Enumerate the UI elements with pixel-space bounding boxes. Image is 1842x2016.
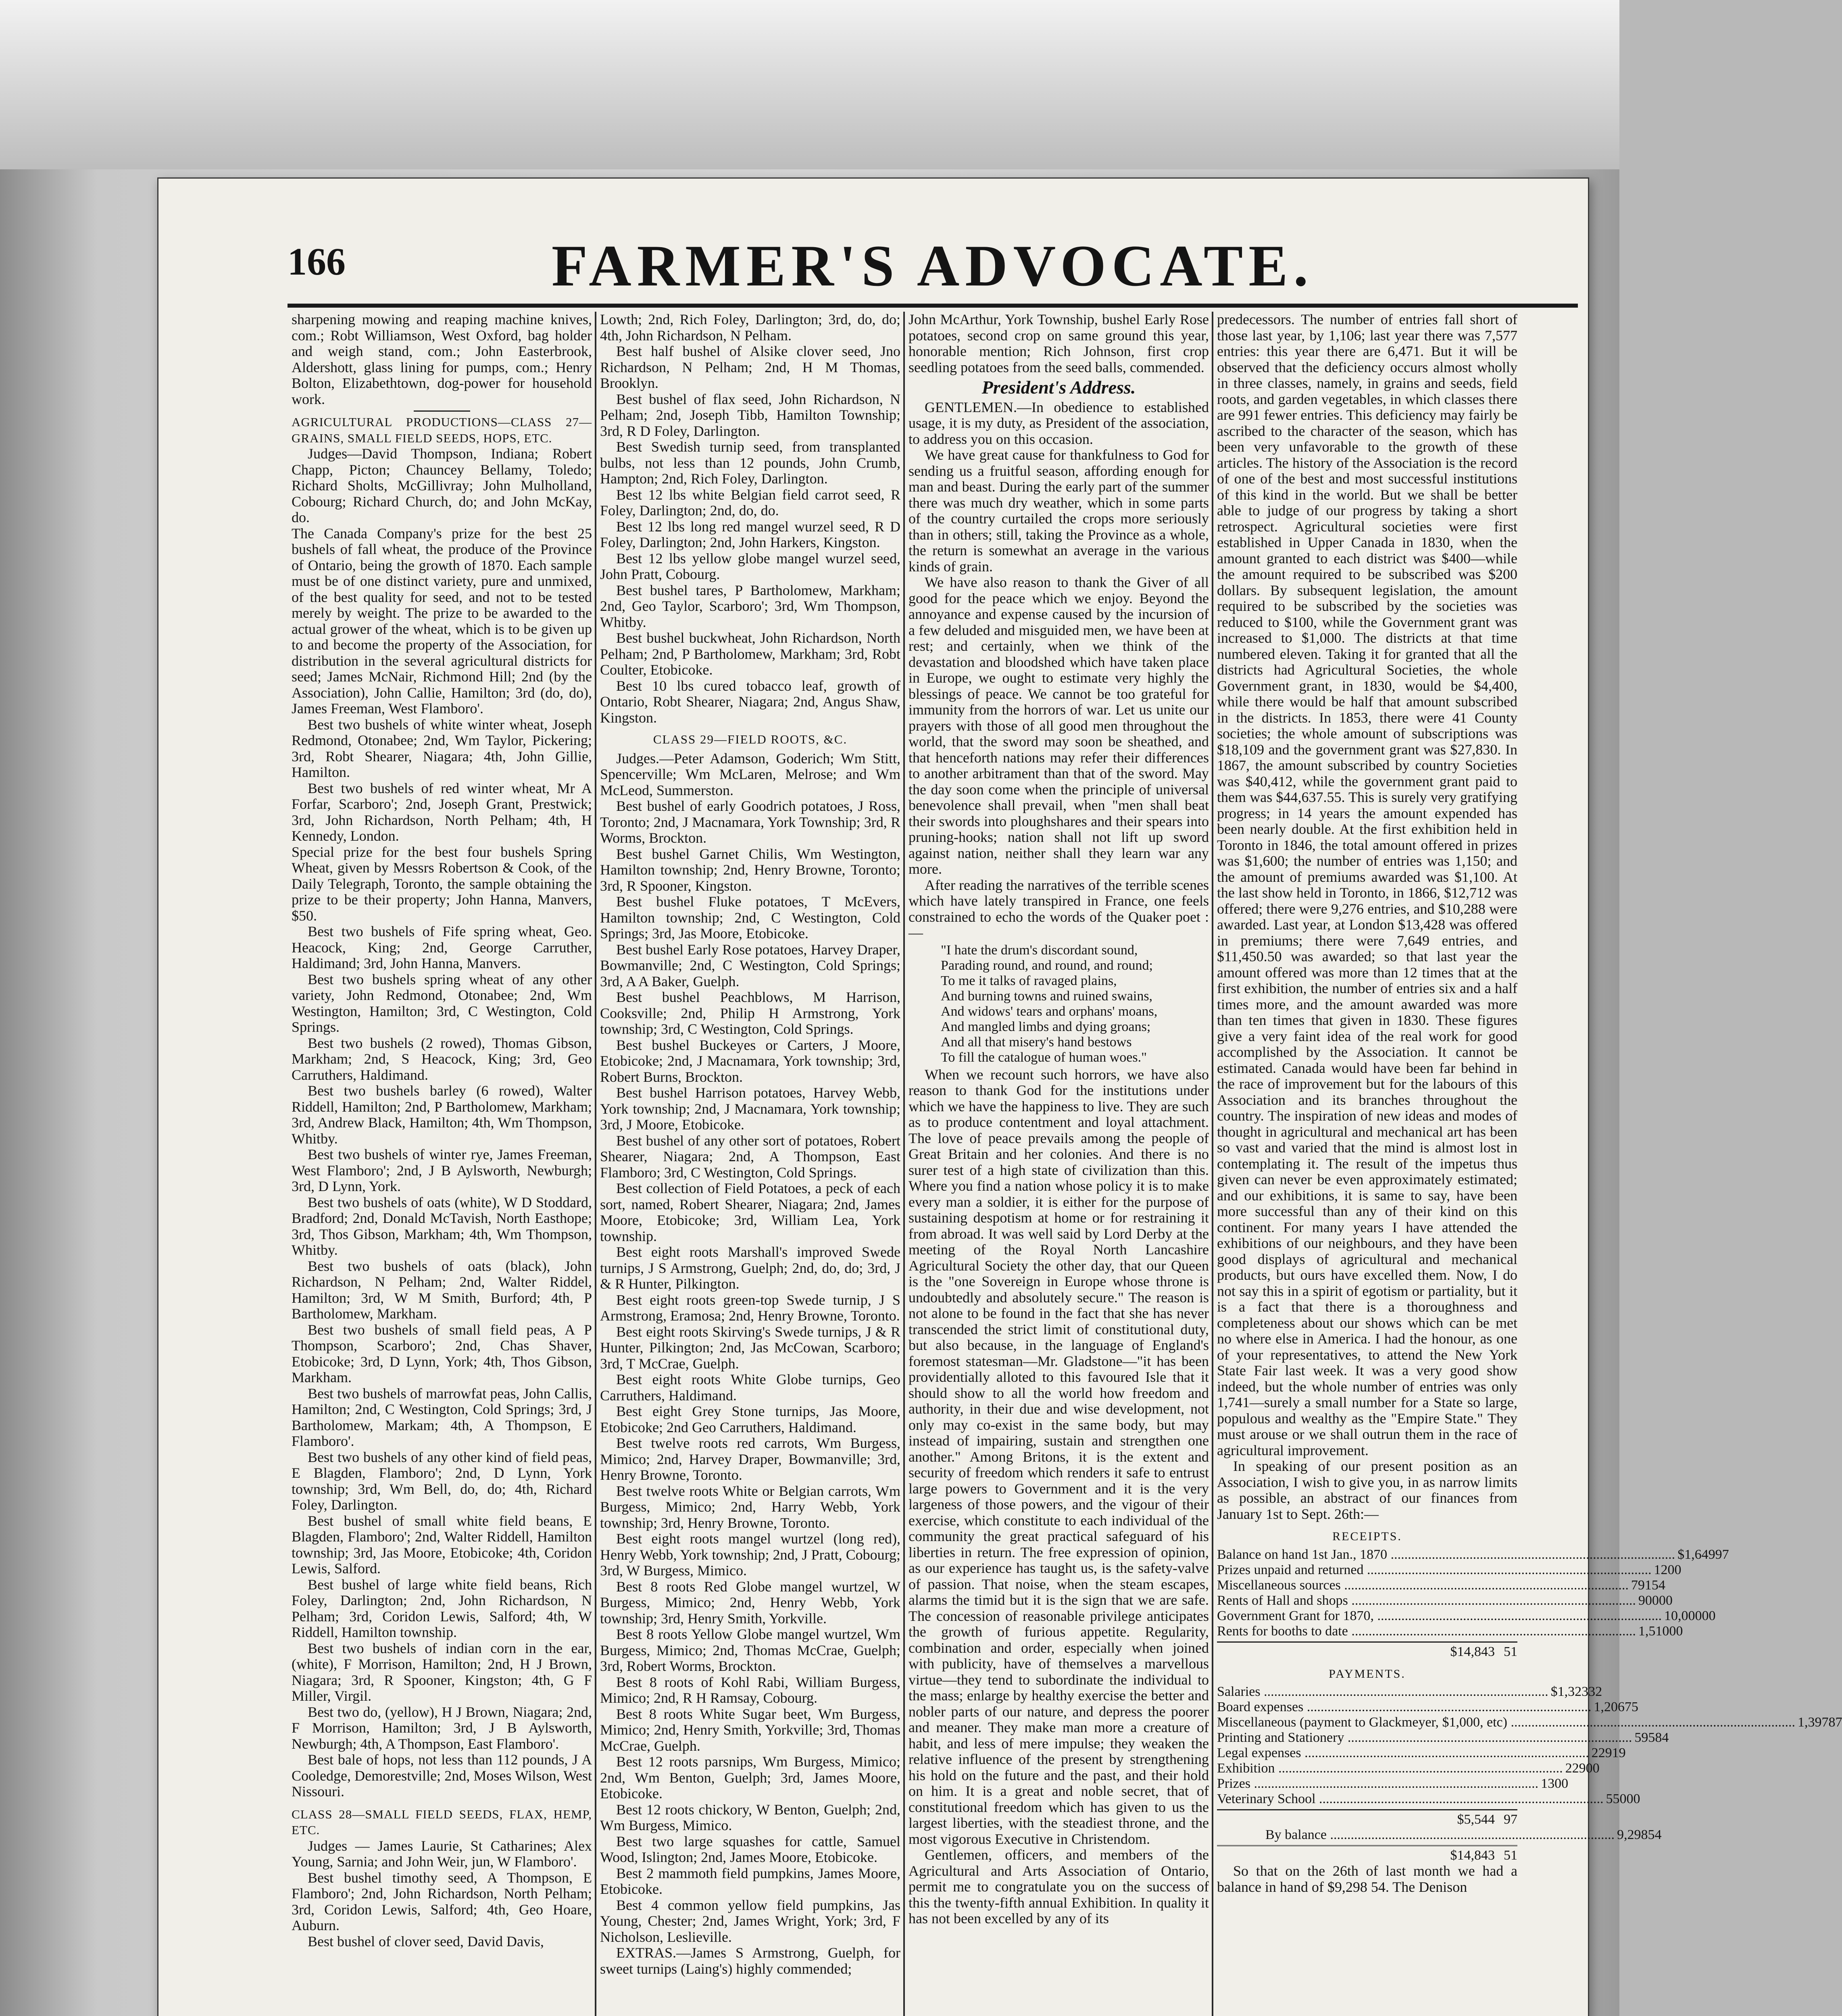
- paragraph: Best 8 roots Red Globe mangel wurtzel, W Burgess, Mimico; 2nd, Henry Webb, York township; 3rd, Henry Smith, Yorkville.: [600, 1578, 900, 1627]
- finance-label: Legal expenses .....: [1217, 1745, 1589, 1761]
- paragraph: Best 12 lbs white Belgian field carrot seed, R Foley, Darlington; 2nd, do, do.: [600, 486, 900, 519]
- paragraph: Best bushel tares, P Bartholomew, Markham; 2nd, Geo Taylor, Scarboro'; 3rd, Wm Thompson, Whitby.: [600, 582, 900, 630]
- paragraph: Best bushel of small white field beans, E Blagden, Flamboro'; 2nd, Walter Riddell, Hamilton township; 3rd, Jas Moore, Etobicoke; 4th, Coridon Lewis, Salford.: [292, 1512, 592, 1577]
- paragraph: Judges—David Thompson, Indiana; Robert Chapp, Picton; Chauncey Bellamy, Toledo; Richard Sholts, McGillivray; John Mulholland, Cobourg; Richard Church, do; and John McKay, do.: [292, 446, 592, 525]
- finance-label: Board expenses .....: [1217, 1699, 1591, 1715]
- paragraph: Best twelve roots White or Belgian carrots, Wm Burgess, Mimico; 2nd, Harry Webb, York township; 3rd, Henry Browne, Toronto.: [600, 1483, 900, 1531]
- paragraph: Best two bushels spring wheat of any other variety, John Redmond, Otonabee; 2nd, Wm Westington, Hamilton; 3rd, C Westington, Cold Springs.: [292, 971, 592, 1035]
- column-4: [1217, 311, 1842, 2016]
- finance-row: [1217, 1715, 1842, 1730]
- poem-line: And mangled limbs and dying groans;: [941, 1019, 1151, 1034]
- finance-dollars: 550: [1606, 1791, 1627, 1806]
- section-heading: AGRICULTURAL PRODUCTIONS—CLASS 27—GRAINS, SMALL FIELD SEEDS, HOPS, ETC.: [292, 415, 592, 445]
- paragraph: Best two bushels of winter rye, James Freeman, West Flamboro'; 2nd, J B Aylsworth, Newburgh; 3rd, D Lynn, York.: [292, 1146, 592, 1194]
- finance-cents: 19: [1612, 1745, 1626, 1760]
- paragraph: Best two bushels of indian corn in the ear, (white), F Morrison, Hamilton; 2nd, H J Brown, Niagara; 3rd, R Spooner, Kingston; 4th, G F Miller, Virgil.: [292, 1640, 592, 1704]
- paragraph: Best 8 roots Yellow Globe mangel wurtzel, Wm Burgess, Mimico; 2nd, Thomas McCrae, Guelph; 3rd, Robert Worms, Brockton.: [600, 1626, 900, 1674]
- poem-line: To me it talks of ravaged plains,: [941, 973, 1117, 988]
- paragraph: The Canada Company's prize for the best 25 bushels of fall wheat, the produce of the Province of Ontario, being the growth of 1870. Each sample must be of one distinct variety, pure and unmixed, of the best quality for seed, and not to be tested merely by weight. The prize to be awarded to the actual grower of the wheat, which is to be given up to and become the property of the Association, for distribution in the several agricultural districts for seed; James McNair, Richmond Hill; 2nd (by the Association), John Callie, Hamilton; 3rd (do, do), James Freeman, West Flamboro'.: [292, 525, 592, 716]
- paragraph: So that on the 26th of last month we had a balance in hand of $9,298 54. The Denison: [1217, 1863, 1517, 1895]
- paragraph: Best two bushels of white winter wheat, Joseph Redmond, Otonabee; 2nd, Wm Taylor, Pickering; 3rd, Robt Shearer, Niagara; 4th, John Gillie, Hamilton.: [292, 716, 592, 780]
- paragraph: Best 12 roots chickory, W Benton, Guelph; 2nd, Wm Burgess, Mimico.: [600, 1801, 900, 1833]
- finance-dollars: 595: [1634, 1730, 1655, 1745]
- finance-label: Prizes .....: [1217, 1776, 1538, 1791]
- masthead-title: FARMER'S ADVOCATE.: [551, 233, 1314, 298]
- poem-line: And all that misery's hand bestows: [941, 1034, 1132, 1050]
- paragraph: Best bushel Peachblows, M Harrison, Cooksville; 2nd, Philip H Armstrong, York township; 3rd, C Westington, Cold Springs.: [600, 989, 900, 1037]
- finance-dollars: 12: [1654, 1562, 1668, 1577]
- finance-dollars: $14,843: [1450, 1848, 1495, 1863]
- finance-cents: 00: [1586, 1761, 1600, 1776]
- paragraph: Best 12 lbs yellow globe mangel wurzel seed, John Pratt, Cobourg.: [600, 550, 900, 582]
- finance-cents: 00: [1554, 1776, 1569, 1791]
- poem-line: Parading round, and round, and round;: [941, 958, 1153, 973]
- paragraph: sharpening mowing and reaping machine knives, com.; Robt Williamson, West Oxford, bag holder and weigh stand, com.; John Easterbrook, Aldershott, glass lining for pumps, com.; Henry Bolton, Elizabethtown, dog-power for household work.: [292, 311, 592, 407]
- finance-dollars: $5,544: [1457, 1812, 1495, 1827]
- finance-row: [1217, 1623, 1683, 1639]
- paragraph: Best bushel Garnet Chilis, Wm Westington, Hamilton township; 2nd, Henry Browne, Toronto; 3rd, R Spooner, Kingston.: [600, 846, 900, 894]
- column-rule: [595, 312, 596, 2016]
- paragraph: Best two large squashes for cattle, Samuel Wood, Islington; 2nd, James Moore, Etobicoke.: [600, 1833, 900, 1865]
- finance-cents: 00: [1669, 1623, 1683, 1639]
- paragraph: Best eight roots White Globe turnips, Geo Carruthers, Haldimand.: [600, 1371, 900, 1404]
- paragraph: After reading the narratives of the terrible scenes which have lately transpired in France, one feels constrained to echo the words of the Quaker poet :—: [908, 877, 1209, 941]
- paragraph: GENTLEMEN.—In obedience to established usage, it is my duty, as President of the association, to address you on this occasion.: [908, 399, 1209, 447]
- paragraph: Judges.—Peter Adamson, Goderich; Wm Stitt, Spencerville; Wm McLaren, Melrose; and Wm McLeod, Summerston.: [600, 750, 900, 798]
- finance-label: Miscellaneous (payment to Glackmeyer, $1,000, etc) .....: [1217, 1715, 1795, 1730]
- paragraph: predecessors. The number of entries fall short of those last year, by 1,106; last year there was 7,577 entries: this year there are 6,471. But it will be observed that the deficiency occurs almost wholly in three classes, namely, in grains and seeds, field roots, and garden vegetables, in which classes there are 991 fewer entries. This deficiency may fairly be ascribed to the character of the season, which has been very unfavorable to the growth of these articles. The history of the Association is the record of one of the best and most successful institutions of this kind in the world. But we shall be better able to judge of our progress by taking a short retrospect. Agricultural societies were first established in Upper Canada in 1830, when the amount granted to each district was $400—while the amount required to be subscribed was $200 dollars. By subsequent legislation, the amount required to be subscribed by the societies was reduced to $100, while the Government grant was increased to $1,000. The districts at that time numbered eleven. Taking it for granted that all the districts had Agricultural Societies, the whole Government grant, in 1830, would be $4,400, while there would be half that amount subscribed in the districts. In 1853, there were 41 County societies; the whole amount of subscriptions was $18,109 and the government grant was $27,830. In 1867, the amount subscribed by country Societies was $40,412, while the government grant paid to them was $44,637.55. This is surely very gratifying progress; in 14 years the amount expended has been nearly double. At the first exhibition held in Toronto in 1846, the total amount offered in prizes was $1,600; the number of entries was 1,150; and the amount of premiums awarded was $1,100. At the last show held in Toronto, in 1866, $12,712 was offered; there were 9,276 entries, and $10,288 were awarded. Last year, at London $13,428 was offered in premiums; there were 7,649 entries, and $11,450.50 was awarded; so that last year the amount offered was more than 12 times that at the first exhibition, the number of entries six and a half times more, and the amount awarded was more than ten times that given in 1830. These figures give a very faint idea of the real work for good accomplished by the Association. It cannot be estimated. Canada would have been far behind in the race of improvement but for the labours of this Association and its branches throughout the country. The inspiration of new ideas and modes of thought in agricultural and mechanical art has been so vast and varied that the mind is almost lost in contemplating it. The result of the impetus thus given can never be even approximately estimated; and our exhibitions, it is same to say, have been more successful than any of their kind on this continent. For many years I have attended the exhibitions of our neighbours, and they have been good displays of agricultural and mechanical products, but ours have excelled them. Now, I do not say this in a spirit of egotism or partiality, but it is a fact that there is a thoroughness and completeness about our shows which can be met no where else in America. I had the honour, as one of your representatives, to attend the New York State Fair last week. It was a very good show indeed, but the whole number of entries was only 1,741—surely a small number for a State so large, populous and wealthy as the "Empire State." They must arouse or we shall outrun them in the race of agricultural improvement.: [1217, 311, 1517, 1458]
- finance-label: Veterinary School .....: [1217, 1791, 1604, 1807]
- paragraph: Best bushel Buckeyes or Carters, J Moore, Etobicoke; 2nd, J Macnamara, York township; 3rd, Robert Burns, Brockton.: [600, 1037, 900, 1085]
- paragraph: Best twelve roots red carrots, Wm Burgess, Mimico; 2nd, Harvey Draper, Bowmanville; 3rd, Henry Browne, Toronto.: [600, 1435, 900, 1483]
- receipts-total-row: [1217, 1641, 1517, 1660]
- paragraph: Best two bushels of oats (white), W D Stoddard, Bradford; 2nd, Donald McTavish, North Easthope; 3rd, Thos Gibson, Markham; 4th, Wm Thompson, Whitby.: [292, 1194, 592, 1258]
- finance-label: Rents of Hall and shops .....: [1217, 1593, 1636, 1608]
- finance-label: Salaries .....: [1217, 1684, 1548, 1699]
- finance-cents: 87: [1828, 1715, 1842, 1730]
- finance-row: [1217, 1684, 1602, 1699]
- paragraph: Best bushel buckwheat, John Richardson, North Pelham; 2nd, P Bartholomew, Markham; 3rd, Robt Coulter, Etobicoke.: [600, 630, 900, 678]
- paragraph: Best bushel of any other sort of potatoes, Robert Shearer, Niagara; 2nd, A Thompson, East Flamboro; 3rd, C Westington, Cold Springs.: [600, 1132, 900, 1181]
- poem-line: And burning towns and ruined swains,: [941, 988, 1153, 1004]
- finance-row: [1217, 1730, 1669, 1745]
- paragraph: Gentlemen, officers, and members of the Agricultural and Arts Association of Ontario, permit me to congratulate you on the success of this the twenty-fifth annual Exhibition. In quality it has not been excelled by any of its: [908, 1847, 1209, 1926]
- receipts-heading: RECEIPTS.: [1332, 1530, 1402, 1543]
- paragraph: Best bushel Early Rose potatoes, Harvey Draper, Bowmanville; 2nd, C Westington, Cold Springs; 3rd, A A Baker, Guelph.: [600, 941, 900, 989]
- finance-cents: 32: [1588, 1684, 1602, 1699]
- paragraph: Best two bushels (2 rowed), Thomas Gibson, Markham; 2nd, S Heacock, King; 3rd, Geo Carruthers, Haldimand.: [292, 1035, 592, 1083]
- finance-dollars: 229: [1591, 1745, 1612, 1760]
- paragraph: Best 4 common yellow field pumpkins, Jas Young, Chester; 2nd, James Wright, York; 3rd, F Nicholson, Leslieville.: [600, 1897, 900, 1945]
- column-3: [908, 312, 1209, 2016]
- finance-cents: 75: [1624, 1699, 1638, 1714]
- finance-row: [1217, 1745, 1626, 1761]
- column-rule: [903, 312, 905, 2016]
- section-heading: CLASS 29—FIELD ROOTS, &C.: [653, 732, 848, 746]
- paragraph: Best two bushels of Fife spring wheat, Geo. Heacock, King; 2nd, George Carruther, Haldimand; 3rd, John Hanna, Manvers.: [292, 923, 592, 971]
- paragraph: Best 8 roots White Sugar beet, Wm Burgess, Mimico; 2nd, Henry Smith, Yorkville; 3rd, Thomas McCrae, Guelph.: [600, 1706, 900, 1754]
- finance-row: [1217, 1608, 1716, 1624]
- finance-dollars: $1,323: [1550, 1684, 1589, 1699]
- paragraph: Best bushel of clover seed, David Davis,: [308, 1933, 544, 1949]
- paragraph: Best eight roots mangel wurtzel (long red), Henry Webb, York township; 2nd, J Pratt, Cobourg; 3rd, W Burgess, Mimico.: [600, 1531, 900, 1579]
- paragraph: Best bushel of large white field beans, Rich Foley, Darlington; 2nd, John Richardson, N Pelham; 3rd, Coridon Lewis, Salford; 4th, W Riddell, Hamilton township.: [292, 1576, 592, 1640]
- paragraph: Best 8 roots of Kohl Rabi, William Burgess, Mimico; 2nd, R H Ramsay, Cobourg.: [600, 1674, 900, 1706]
- finance-cents: 00: [1626, 1791, 1640, 1806]
- scan-top-edge: [0, 0, 1619, 169]
- paragraph: Best bushel of early Goodrich potatoes, J Ross, Toronto; 2nd, J Macnamara, York Township; 3rd, R Worms, Brockton.: [600, 798, 900, 846]
- payments-subtotal-row: [1217, 1809, 1517, 1827]
- finance-dollars: 1,510: [1638, 1623, 1669, 1639]
- column-2: [600, 312, 900, 2016]
- paragraph: John McArthur, York Township, bushel Early Rose potatoes, second crop on same ground this year, honorable mention; Rich Johnson, first crop seedling potatoes from the seed balls, commended.: [908, 311, 1209, 375]
- section-divider: [414, 410, 470, 412]
- finance-cents: 51: [1504, 1644, 1517, 1659]
- paragraph: When we recount such horrors, we have also reason to thank God for the institutions under which we have the happiness to live. They are such as to produce contentment and loyal attachment. The love of peace prevails among the people of Great Britain and her colonies. And there is no surer test of a high state of civilization than this. Where you find a nation whose policy it is to make every man a soldier, it is either for the purpose of sustaining despotism at home or for restraining it from abroad. It was well said by Lord Derby at the meeting of the Royal North Lancashire Agricultural Society the other day, that our Queen is the "one Sovereign in Europe whose throne is undoubtedly and absolutely secure." The reason is not alone to be found in the fact that she has never transcended the strict limit of constitutional duty, but also because, in the language of England's foremost statesman—Mr. Gladstone—"it has been providentially alloted to this favoured Isle that it should show to all the world how freedom and authority, in their due and wise development, not only may co-exist in the same body, but may instead of impairing, sustain and strengthen one another." Among Britons, it is the extent and security of freedom which renders it safe to entrust large powers to Government and it is the very largeness of those powers, and the vigour of their exercise, which constitute to each individual of the community the great practical safeguard of his liberties in return. The free expression of opinion, as our experience has taught us, is the safety-valve of passion. That noise, when the steam escapes, alarms the timid but it is the sign that we are safe. The concession of reasonable privilege anticipates the growth of furious appetite. Regularity, combination and order, especially when joined with publicity, have of themselves a marvellous virtue—they tend to subordinate the individual to the mass; enlarge by healthy exercise the better and nobler parts of our nature, and depress the poorer and meaner. They make man more a creature of habit, and less of mere impulse; they weaken the relative influence of the present by strengthening his hold on the future and the past, and their hold on him. It is a great and noble secret, that of constitutional freedom which has given to us the largest liberties, with the steadiest throne, and the most vigorous Executive in Christendom.: [908, 1066, 1209, 1847]
- finance-row: [1217, 1577, 1665, 1593]
- finance-label: Balance on hand 1st Jan., 1870 .....: [1217, 1547, 1675, 1562]
- finance-label: Prizes unpaid and returned .....: [1217, 1562, 1652, 1578]
- finance-cents: 97: [1504, 1812, 1517, 1827]
- finance-dollars: 1,206: [1594, 1699, 1625, 1714]
- balance-row: [1217, 1827, 1662, 1843]
- finance-cents: 51: [1504, 1848, 1517, 1863]
- finance-row: [1217, 1547, 1729, 1562]
- payments-heading: PAYMENTS.: [1329, 1667, 1406, 1681]
- paragraph: Best half bushel of Alsike clover seed, Jno Richardson, N Pelham; 2nd, H M Thomas, Brooklyn.: [600, 343, 900, 391]
- finance-cents: 54: [1651, 1577, 1665, 1593]
- page-number: 166: [288, 240, 346, 283]
- page-header: [288, 235, 1578, 308]
- finance-label: By balance .....: [1217, 1827, 1615, 1843]
- finance-dollars: 900: [1638, 1593, 1659, 1608]
- paragraph: Best two bushels of oats (black), John Richardson, N Pelham; 2nd, Walter Riddel, Hamilton; 3rd, W M Smith, Burford; 4th, P Bartholomew, Markham.: [292, 1258, 592, 1322]
- finance-dollars: 13: [1541, 1776, 1555, 1791]
- finance-cents: 00: [1659, 1593, 1673, 1608]
- finance-row: [1217, 1699, 1638, 1715]
- paragraph: Best 2 mammoth field pumpkins, James Moore, Etobicoke.: [600, 1865, 900, 1897]
- finance-dollars: 1,397: [1797, 1715, 1829, 1730]
- paragraph: EXTRAS.—James S Armstrong, Guelph, for sweet turnips (Laing's) highly commended;: [600, 1945, 900, 1977]
- paragraph: Best two do, (yellow), H J Brown, Niagara; 2nd, F Morrison, Hamilton; 3rd, J B Aylsworth, Newburgh; 4th, A Thompson, East Flamboro'.: [292, 1704, 592, 1752]
- paragraph: Best two bushels barley (6 rowed), Walter Riddell, Hamilton; 2nd, P Bartholomew, Markham; 3rd, Andrew Black, Hamilton; 4th, Wm Thompson, Whitby.: [292, 1083, 592, 1147]
- paragraph: Best bushel of flax seed, John Richardson, N Pelham; 2nd, Joseph Tibb, Hamilton Township; 3rd, R D Foley, Darlington.: [600, 391, 900, 439]
- section-heading: CLASS 28—SMALL FIELD SEEDS, FLAX, HEMP, ETC.: [292, 1807, 592, 1837]
- paragraph: Best Swedish turnip seed, from transplanted bulbs, not less than 12 pounds, John Crumb, Hampton; 2nd, Rich Foley, Darlington.: [600, 439, 900, 487]
- paragraph: Special prize for the best four bushels Spring Wheat, given by Messrs Robertson & Cook, of the Daily Telegraph, Toronto, the sample obtaining the prize to be their property; John Hanna, Manvers, $50.: [292, 843, 592, 924]
- finance-row: [1217, 1791, 1640, 1807]
- poem-line: And widows' tears and orphans' moans,: [941, 1004, 1158, 1019]
- paragraph: Lowth; 2nd, Rich Foley, Darlington; 3rd, do, do; 4th, John Richardson, N Pelham.: [600, 311, 900, 344]
- paragraph: Judges — James Laurie, St Catharines; Alex Young, Sarnia; and John Weir, jun, W Flamboro'.: [292, 1837, 592, 1870]
- paragraph: Best two bushels of red winter wheat, Mr A Forfar, Scarboro'; 2nd, Joseph Grant, Prestwick; 3rd, John Richardson, North Pelham; 4th, H Kennedy, London.: [292, 780, 592, 844]
- paragraph: We have great cause for thankfulness to God for sending us a fruitful season, affording enough for man and beast. During the early part of the summer there was much dry weather, which in some parts of the country curtailed the crops more seriously than in others; still, taking the Province as a whole, the return is somewhat an average in the various kinds of grain.: [908, 447, 1209, 575]
- finance-row: [1217, 1761, 1600, 1776]
- paragraph: We have also reason to thank the Giver of all good for the peace which we enjoy. Beyond the annoyance and expense caused by the incursion of a few deluded and misguided men, we have been at rest; and certainly, when we think of the devastation and bloodshed which have taken place in Europe, we ought to estimate very highly the blessings of peace. We cannot be too grateful for immunity from the horrors of war. Let us unite our prayers with those of all good men throughout the world, that the sword may soon be sheathed, and that henceforth nations may refer their differences to another arbitrament than that of the sword. May the day soon come when the principle of universal benevolence shall prevail, when "men shall beat their swords into ploughshares and their spears into pruning-hooks; nation shall not lift up sword against nation, neither shall they learn war any more.: [908, 574, 1209, 877]
- paragraph: Best eight roots Skirving's Swede turnips, J & R Hunter, Pilkington; 2nd, Jas McCowan, Scarboro; 3rd, T McCrae, Guelph.: [600, 1323, 900, 1372]
- column-1: [292, 312, 592, 2016]
- grand-total-row: [1217, 1845, 1517, 1863]
- finance-cents: 84: [1655, 1730, 1669, 1745]
- finance-row: [1217, 1776, 1569, 1791]
- paragraph: Best eight Grey Stone turnips, Jas Moore, Etobicoke; 2nd Geo Carruthers, Haldimand.: [600, 1403, 900, 1435]
- finance-dollars: 10,000: [1664, 1608, 1702, 1623]
- paragraph: Best two bushels of any other kind of field peas, E Blagden, Flamboro'; 2nd, D Lynn, York township; 3rd, Wm Bell, do, do; 4th, Richard Foley, Darlington.: [292, 1449, 592, 1513]
- finance-cents: 00: [1667, 1562, 1682, 1577]
- paragraph: Best bushel timothy seed, A Thompson, E Flamboro'; 2nd, John Richardson, North Pelham; 3rd, Coridon Lewis, Salford; 4th, Geo Hoare, Auburn.: [292, 1869, 592, 1933]
- finance-cents: 54: [1648, 1827, 1662, 1842]
- paragraph: Best eight roots green-top Swede turnip, J S Armstrong, Eramosa; 2nd, Henry Browne, Toronto.: [600, 1291, 900, 1324]
- finance-label: Printing and Stationery .....: [1217, 1730, 1632, 1745]
- paragraph: Best bushel Fluke potatoes, T McEvers, Hamilton township; 2nd, C Westington, Cold Springs; 3rd, Jas Moore, Etobicoke.: [600, 893, 900, 941]
- finance-dollars: 9,298: [1617, 1827, 1648, 1842]
- finance-cents: 97: [1715, 1547, 1729, 1562]
- finance-label: Government Grant for 1870, .....: [1217, 1608, 1662, 1624]
- column-rule: [1212, 312, 1213, 2016]
- paragraph: Best bale of hops, not less than 112 pounds, J A Cooledge, Demorestville; 2nd, Moses Wilson, West Nissouri.: [292, 1752, 592, 1799]
- paragraph: Best eight roots Marshall's improved Swede turnips, J S Armstrong, Guelph; 2nd, do, do; 3rd, J & R Hunter, Pilkington.: [600, 1244, 900, 1292]
- finance-dollars: $1,649: [1677, 1547, 1715, 1562]
- finance-dollars: 229: [1565, 1761, 1586, 1776]
- finance-label: Rents for booths to date .....: [1217, 1624, 1636, 1639]
- finance-label: Exhibition .....: [1217, 1761, 1563, 1776]
- poem-line: "I hate the drum's discordant sound,: [941, 942, 1138, 958]
- newspaper-page: [157, 177, 1842, 2016]
- paragraph: Best 12 lbs long red mangel wurzel seed, R D Foley, Darlington; 2nd, John Harkers, Kingston.: [600, 518, 900, 550]
- paragraph: In speaking of our present position as an Association, I wish to give you, in as narrow limits as possible, an abstract of our finances from January 1st to Sept. 26th:—: [1217, 1458, 1517, 1522]
- finance-label: Miscellaneous sources .....: [1217, 1578, 1629, 1593]
- finance-row: [1217, 1593, 1673, 1608]
- finance-dollars: 791: [1631, 1577, 1652, 1593]
- finance-dollars: $14,843: [1450, 1644, 1495, 1659]
- paragraph: Best 10 lbs cured tobacco leaf, growth of Ontario, Robt Shearer, Niagara; 2nd, Angus Shaw, Kingston.: [600, 677, 900, 726]
- paragraph: Best bushel Harrison potatoes, Harvey Webb, York township; 2nd, J Macnamara, York township; 3rd, J Moore, Etobicoke.: [600, 1085, 900, 1133]
- paragraph: Best two bushels of small field peas, A P Thompson, Scarboro'; 2nd, Chas Shaver, Etobicoke; 3rd, D Lynn, York; 4th, Thos Gibson, Markham.: [292, 1321, 592, 1385]
- article-title: President's Address.: [981, 377, 1136, 398]
- poem-quote: [941, 943, 1209, 1065]
- paragraph: Best collection of Field Potatoes, a peck of each sort, named, Robert Shearer, Niagara; 2nd, James Moore, Etobicoke; 3rd, William Lea, York township.: [600, 1180, 900, 1244]
- finance-cents: 00: [1702, 1608, 1716, 1623]
- poem-line: To fill the catalogue of human woes.": [941, 1050, 1147, 1065]
- paragraph: Best two bushels of marrowfat peas, John Callis, Hamilton; 2nd, C Westington, Cold Springs; 3rd, J Bartholomew, Markam; 4th, A Thompson, E Flamboro'.: [292, 1385, 592, 1449]
- finance-row: [1217, 1562, 1682, 1578]
- paragraph: Best 12 roots parsnips, Wm Burgess, Mimico; 2nd, Wm Benton, Guelph; 3rd, James Moore, Etobicoke.: [600, 1754, 900, 1801]
